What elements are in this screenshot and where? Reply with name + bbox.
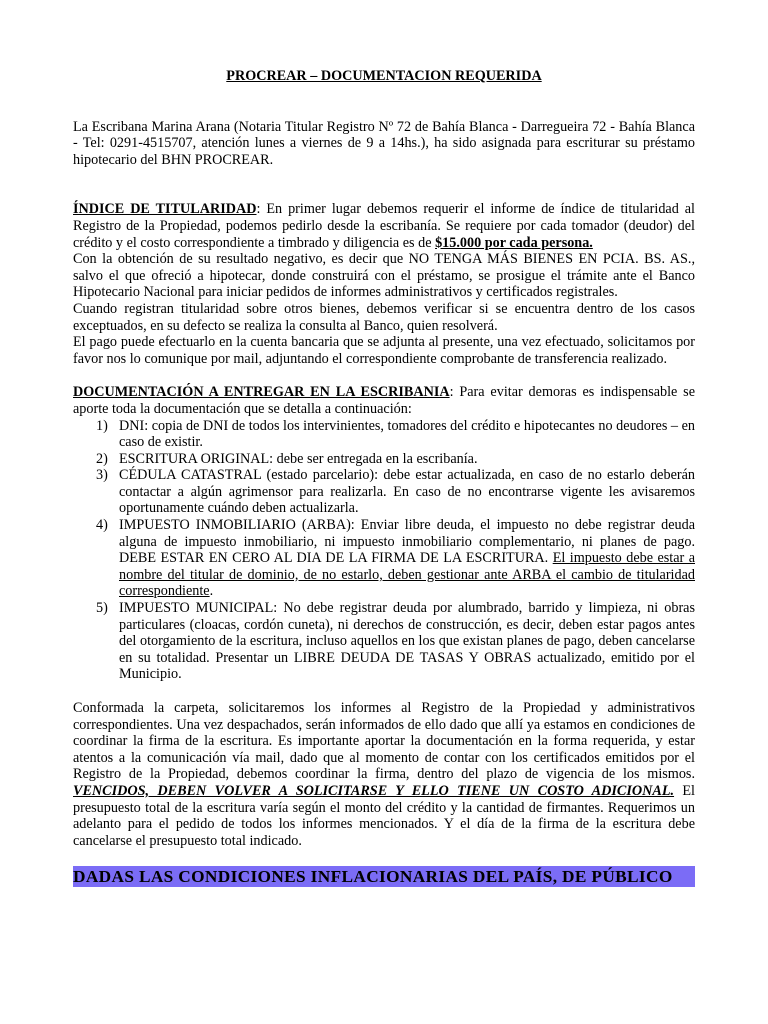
indice-paragraph-4: El pago puede efectuarlo en la cuenta bancaria que se adjunta al presente, una vez efectuado, solicitamos por favor nos lo comunique por mail, adjuntando el correspondiente comprobante de transferencia realizado.	[73, 334, 695, 367]
list-item-text: ESCRITURA ORIGINAL: debe ser entregada en la escribanía.	[119, 450, 478, 467]
indice-paragraph-3: Cuando registran titularidad sobre otros bienes, debemos verificar si se encuentra dentro de los casos exceptuados, en su defecto se realiza la consulta al Banco, quien resolverá.	[73, 300, 695, 334]
list-item-number: 2)	[96, 450, 108, 467]
indice-paragraph-1	[73, 201, 695, 251]
list-item-text: CÉDULA CATASTRAL (estado parcelario): debe estar actualizada, en caso de no estarlo deberán contactar a algún agrimensor para realizarla. En caso de no encontrarse vigente les avisaremos oportunamente cuándo deben actualizarla.	[119, 467, 695, 517]
list-item-number: 4)	[96, 517, 108, 534]
indice-paragraph-2: Con la obtención de su resultado negativo, es decir que NO TENGA MÁS BIENES EN PCIA. BS. AS., salvo el que ofreció a hipotecar, donde construirá con el préstamo, se prosigue el trámite ante el Banco Hipotecario Nacional para iniciar pedidos de informes administrativos y certificados registrales.	[73, 251, 695, 301]
closing-paragraph	[73, 700, 695, 849]
list-item-text: DNI: copia de DNI de todos los intervinientes, tomadores del crédito e hipotecantes no deudores – en caso de existir.	[119, 417, 695, 451]
inflation-warning-banner: DADAS LAS CONDICIONES INFLACIONARIAS DEL PAÍS, DE PÚBLICO	[73, 866, 695, 887]
list-item-number: 3)	[96, 467, 108, 484]
list-item	[96, 600, 695, 683]
list-item	[96, 467, 695, 517]
list-item-number: 5)	[96, 600, 108, 617]
documentation-list	[73, 418, 695, 684]
list-item	[96, 417, 695, 451]
documentacion-intro	[73, 384, 695, 417]
closing-emphasis: VENCIDOS, DEBEN VOLVER A SOLICITARSE Y ELLO TIENE UN COSTO ADICIONAL.	[73, 782, 675, 799]
indice-p1-text: : En primer lugar debemos requerir el informe de índice de titularidad al Registro de la Propiedad, podemos pedirlo desde la escribanía. Se requiere por cada tomador (deudor) del crédito y el costo correspondiente a timbrado y diligencia es de	[73, 201, 695, 251]
list-item-text: IMPUESTO MUNICIPAL: No debe registrar deuda por alumbrado, barrido y limpieza, ni obras particulares (cloacas, cordón cuneta), ni derechos de construcción, es decir, deben estar pagos antes del otorgamiento de la escritura, incluso aquellos en los que existan planes de pago, deben cancelarse en su totalidad. Presentar un LIBRE DEUDA DE TASAS Y OBRAS actualizado, emitido por el Municipio.	[119, 600, 695, 683]
document-page	[73, 68, 695, 887]
list-item-text: IMPUESTO INMOBILIARIO (ARBA): Enviar libre deuda, el impuesto no debe registrar deuda alguna de impuesto inmobiliario, ni impuesto inmobiliario complementario, ni planes de pago. DEBE ESTAR EN CERO AL DIA DE LA FIRMA DE LA ESCRITURA.	[119, 517, 695, 567]
document-title: PROCREAR – DOCUMENTACION REQUERIDA	[226, 68, 542, 84]
closing-text-a: Conformada la carpeta, solicitaremos los informes al Registro de la Propiedad y administrativos correspondientes. Una vez despachados, serán informados de ello dado que allí ya estamos en condiciones de coordinar la firma de la escritura. Es importante aportar la documentación en la forma requerida, y estar atentos a la comunicación vía mail, dado que al momento de contar con los certificados emitidos por el Registro de la Propiedad, debemos coordinar la firma, dentro del plazo de vigencia de los mismos.	[73, 700, 695, 783]
intro-paragraph: La Escribana Marina Arana (Notaria Titular Registro Nº 72 de Bahía Blanca - Darregueira 72 - Bahía Blanca - Tel: 0291-4515707, atención lunes a viernes de 9 a 14hs.), ha sido asignada para escriturar su préstamo hipotecario del BHN PROCREAR.	[73, 118, 695, 168]
documentacion-intro-text: : Para evitar demoras es indispensable se aporte toda la documentación que se detalla a continuación:	[73, 384, 696, 417]
list-item	[96, 450, 695, 468]
list-item	[96, 517, 695, 600]
list-item-number: 1)	[96, 417, 108, 434]
closing-text-b: El presupuesto total de la escritura varía según el monto del crédito y la cantidad de firmantes. Requerimos un adelanto para el pedido de todos los informes mencionados. Y el día de la firma de la escritura debe cancelarse el presupuesto total indicado.	[73, 782, 695, 849]
indice-cost: $15.000 por cada persona.	[435, 234, 593, 251]
list-item-tail: .	[209, 583, 214, 600]
indice-heading: ÍNDICE DE TITULARIDAD	[73, 201, 257, 218]
documentacion-heading: DOCUMENTACIÓN A ENTREGAR EN LA ESCRIBANIA	[73, 384, 450, 401]
list-item-underlined-text: El impuesto debe estar a nombre del titular de dominio, de no estarlo, deben gestionar ante ARBA el cambio de titularidad correspondiente	[119, 550, 695, 600]
